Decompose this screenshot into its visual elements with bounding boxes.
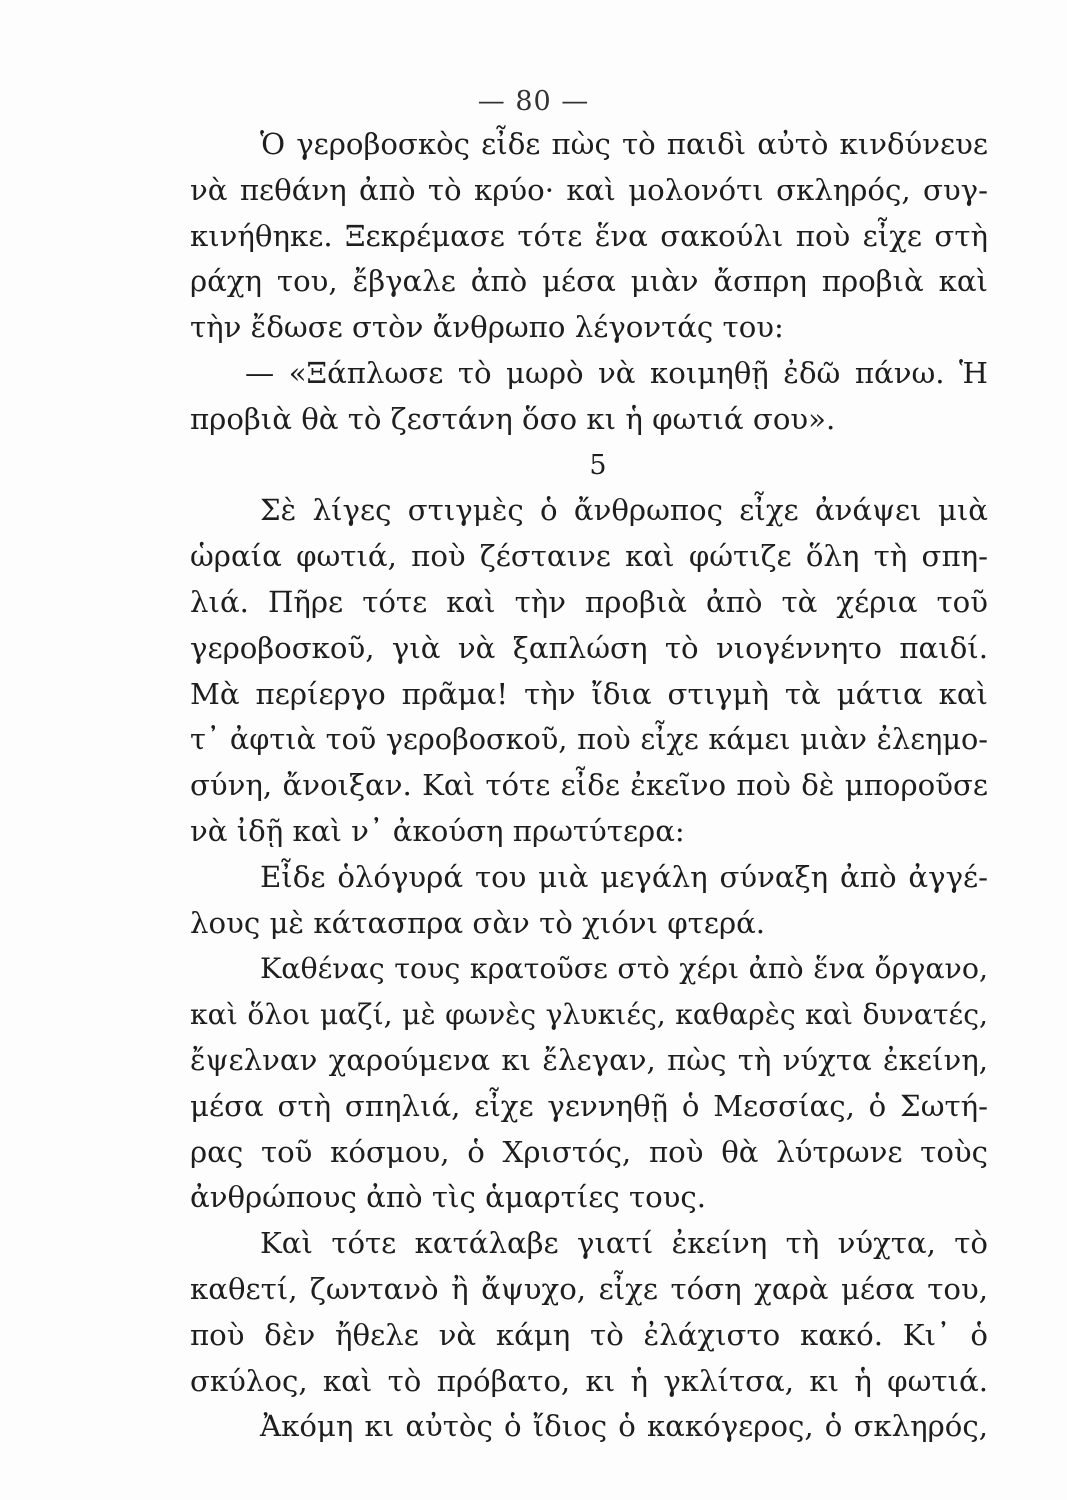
text-line: Καθένας τους κρατοῦσε στὸ χέρι ἀπὸ ἕνα ὄργανο, xyxy=(260,952,988,986)
text-line: Ἀκόμη κι αὐτὸς ὁ ἴδιος ὁ κακόγερος, ὁ σκληρός, xyxy=(260,1409,988,1444)
text-line: τὴν ἔδωσε στὸν ἄνθρωπο λέγοντάς του: xyxy=(190,310,784,345)
text-line: Εἶδε ὁλόγυρά του μιὰ μεγάλη σύναξη ἀπὸ ἀγγέ- xyxy=(260,859,988,894)
text-line: ἀνθρώπους ἀπὸ τὶς ἁμαρτίες τους. xyxy=(190,1180,707,1215)
text-line: ποὺ δὲν ἤθελε νὰ κάμη τὸ ἐλάχιστο κακό. Κι᾽ ὁ xyxy=(190,1317,988,1352)
text-line: καὶ ὅλοι μαζί, μὲ φωνὲς γλυκιές, καθαρὲς καὶ δυνατές, xyxy=(190,998,988,1032)
text-line: τ᾽ ἀφτιὰ τοῦ γεροβοσκοῦ, ποὺ εἶχε κάμει μιὰν ἐλεημο- xyxy=(190,722,988,757)
text-line: σκύλος, καὶ τὸ πρόβατο, κι ἡ γκλίτσα, κι ἡ φωτιά. xyxy=(190,1363,988,1398)
text-line: κινήθηκε. Ξεκρέμασε τότε ἕνα σακούλι ποὺ εἶχε στὴ xyxy=(190,218,988,253)
text-line: λιά. Πῆρε τότε καὶ τὴν προβιὰ ἀπὸ τὰ χέρια τοῦ xyxy=(190,584,988,619)
text-line: ὡραία φωτιά, ποὺ ζέσταινε καὶ φώτιζε ὅλη τὴ σπη- xyxy=(190,539,988,574)
text-line: λους μὲ κάτασπρα σὰν τὸ χιόνι φτερά. xyxy=(190,905,766,940)
text-line: καθετί, ζωντανὸ ἢ ἄψυχο, εἶχε τόση χαρὰ μέσα του, xyxy=(190,1271,988,1306)
text-line: Καὶ τότε κατάλαβε γιατί ἐκείνη τὴ νύχτα, τὸ xyxy=(260,1226,988,1261)
text-line: Μὰ περίεργο πρᾶμα! τὴν ἴδια στιγμὴ τὰ μάτια καὶ xyxy=(190,676,988,711)
text-line: ρας τοῦ κόσμου, ὁ Χριστός, ποὺ θὰ λύτρωνε τοὺς xyxy=(190,1134,988,1169)
text-line: Σὲ λίγες στιγμὲς ὁ ἄνθρωπος εἶχε ἀνάψει μιὰ xyxy=(260,493,988,528)
text-line: σύνη, ἄνοιξαν. Καὶ τότε εἶδε ἐκεῖνο ποὺ δὲ μποροῦσε xyxy=(190,768,988,803)
text-line: — «Ξάπλωσε τὸ μωρὸ νὰ κοιμηθῇ ἐδῶ πάνω. Ἡ xyxy=(245,355,988,390)
text-line: νὰ ἰδῇ καὶ ν᾽ ἀκούση πρωτύτερα: xyxy=(190,813,685,848)
text-line: προβιὰ θὰ τὸ ζεστάνη ὅσο κι ἡ φωτιά σου». xyxy=(190,401,836,436)
section-number: 5 xyxy=(589,449,607,481)
text-line: νὰ πεθάνη ἀπὸ τὸ κρύο· καὶ μολονότι σκληρός, συγ- xyxy=(190,172,988,207)
text-line: μέσα στὴ σπηλιά, εἶχε γεννηθῇ ὁ Μεσσίας, ὁ Σωτή- xyxy=(190,1088,988,1123)
text-line: ἔψελναν χαρούμενα κι ἔλεγαν, πὼς τὴ νύχτα ἐκείνη, xyxy=(190,1042,988,1077)
page-number: — 80 — xyxy=(477,86,590,117)
text-line: Ὁ γεροβοσκὸς εἶδε πὼς τὸ παιδὶ αὐτὸ κινδύνευε xyxy=(260,127,988,161)
text-line: γεροβοσκοῦ, γιὰ νὰ ξαπλώση τὸ νιογέννητο παιδί. xyxy=(190,630,988,665)
text-line: ράχη του, ἔβγαλε ἀπὸ μέσα μιὰν ἄσπρη προβιὰ καὶ xyxy=(190,264,988,299)
body-text xyxy=(190,122,988,1450)
